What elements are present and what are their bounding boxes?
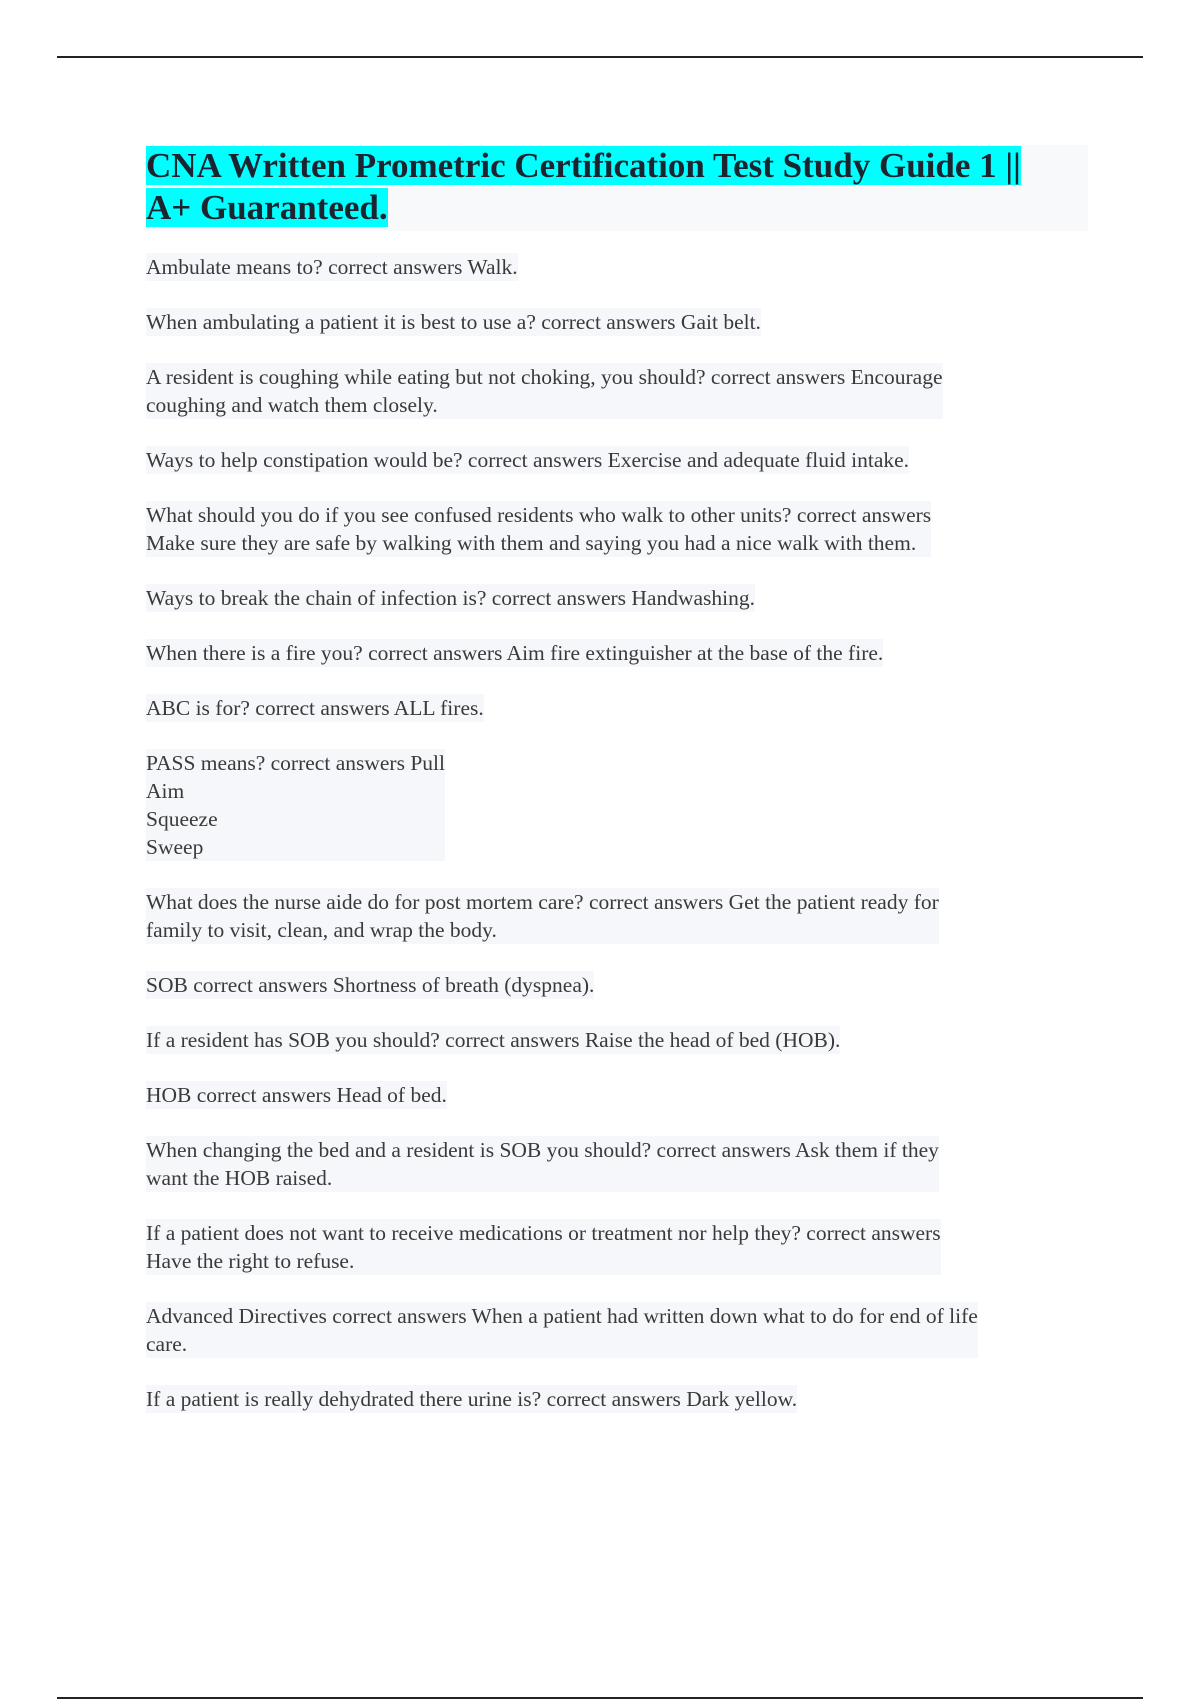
qa-entry-line: If a patient is really dehydrated there urine is? correct answers Dark yellow. xyxy=(146,1387,798,1411)
qa-entry-line: Sweep xyxy=(146,835,204,859)
qa-list xyxy=(146,253,1088,1413)
qa-entry-line: When changing the bed and a resident is SOB you should? correct answers Ask them if they xyxy=(146,1138,939,1162)
qa-entry xyxy=(146,1385,797,1413)
qa-entry-line: ABC is for? correct answers ALL fires. xyxy=(146,696,484,720)
qa-entry xyxy=(146,888,939,944)
qa-entry xyxy=(146,694,484,722)
page-title xyxy=(146,145,1088,229)
qa-entry xyxy=(146,1081,447,1109)
footer-rule xyxy=(57,1697,1143,1699)
qa-entry xyxy=(146,501,931,557)
qa-entry-line: When ambulating a patient it is best to use a? correct answers Gait belt. xyxy=(146,310,761,334)
qa-entry-line: Squeeze xyxy=(146,807,218,831)
qa-entry-line: If a patient does not want to receive medications or treatment nor help they? correct answers xyxy=(146,1221,941,1245)
qa-entry-line: A resident is coughing while eating but not choking, you should? correct answers Encourage xyxy=(146,365,943,389)
qa-entry-line: When there is a fire you? correct answers Aim fire extinguisher at the base of the fire. xyxy=(146,641,884,665)
qa-entry-line: Make sure they are safe by walking with them and saying you had a nice walk with them. xyxy=(146,531,917,555)
qa-entry xyxy=(146,1136,939,1192)
header-rule xyxy=(57,56,1143,58)
qa-entry-line: If a resident has SOB you should? correct answers Raise the head of bed (HOB). xyxy=(146,1028,841,1052)
page-title-line-2: A+ Guaranteed. xyxy=(146,188,388,227)
qa-entry-line: want the HOB raised. xyxy=(146,1166,333,1190)
qa-entry xyxy=(146,446,909,474)
qa-entry xyxy=(146,749,445,861)
qa-entry-line: family to visit, clean, and wrap the body. xyxy=(146,918,497,942)
title-block xyxy=(146,145,1088,231)
qa-entry xyxy=(146,253,518,281)
qa-entry-line: Ways to help constipation would be? correct answers Exercise and adequate fluid intake. xyxy=(146,448,910,472)
qa-entry xyxy=(146,1219,941,1275)
qa-entry-line: Ambulate means to? correct answers Walk. xyxy=(146,255,518,279)
qa-entry-line: Advanced Directives correct answers When a patient had written down what to do for end of life xyxy=(146,1304,978,1328)
qa-entry xyxy=(146,971,594,999)
qa-entry xyxy=(146,1026,840,1054)
qa-entry-line: What should you do if you see confused residents who walk to other units? correct answers xyxy=(146,503,932,527)
qa-entry-line: coughing and watch them closely. xyxy=(146,393,438,417)
qa-entry-line: HOB correct answers Head of bed. xyxy=(146,1083,447,1107)
qa-entry xyxy=(146,584,755,612)
qa-entry-line: Ways to break the chain of infection is? correct answers Handwashing. xyxy=(146,586,756,610)
qa-entry-line: SOB correct answers Shortness of breath (dyspnea). xyxy=(146,973,595,997)
document-body xyxy=(146,145,1088,1440)
qa-entry-line: PASS means? correct answers Pull xyxy=(146,751,445,775)
qa-entry-line: care. xyxy=(146,1332,188,1356)
page-title-line-1: CNA Written Prometric Certification Test Study Guide 1 || xyxy=(146,146,1021,185)
qa-entry xyxy=(146,308,761,336)
qa-entry xyxy=(146,1302,978,1358)
qa-entry-line: Aim xyxy=(146,779,185,803)
qa-entry-line: What does the nurse aide do for post mortem care? correct answers Get the patient ready for xyxy=(146,890,939,914)
qa-entry xyxy=(146,639,883,667)
qa-entry xyxy=(146,363,943,419)
qa-entry-line: Have the right to refuse. xyxy=(146,1249,355,1273)
